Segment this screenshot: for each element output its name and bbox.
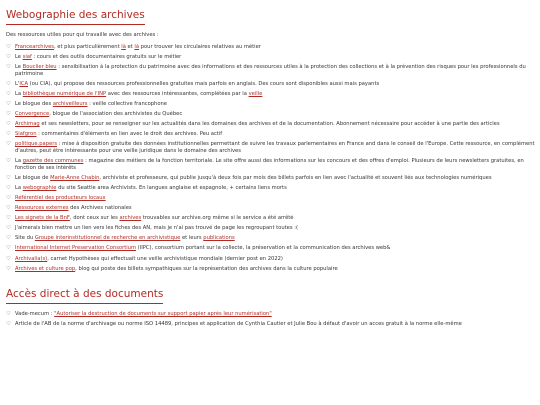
item-text: Le xyxy=(15,54,23,61)
resource-link[interactable]: Archivalia(s) xyxy=(15,255,48,262)
item-text: : mise à disposition gratuite des données institutionnelles permettant de suivre les travaux parlementaires en France and dans le conseil de l'Europe. Cette ressource, en complément d'autres, peut être intéressante pour une veille juridique dans le domaine des archives xyxy=(15,141,535,155)
heart-icon: ♡ xyxy=(6,80,11,87)
item-text: La xyxy=(15,184,23,191)
resource-link[interactable]: ICA xyxy=(19,80,29,87)
list-item xyxy=(6,111,538,118)
list-item xyxy=(6,235,538,242)
list-item xyxy=(6,256,538,263)
resource-link[interactable]: archives xyxy=(119,215,142,222)
item-text: : cours et des outils documentaires gratuits sur le métier xyxy=(31,54,182,61)
heart-icon: ♡ xyxy=(6,195,11,201)
resource-link[interactable]: Archives et culture pop xyxy=(15,265,76,272)
list-item xyxy=(6,158,538,171)
list-item xyxy=(6,91,538,98)
resource-link[interactable]: Bouclier bleu xyxy=(22,64,57,71)
resource-list xyxy=(6,44,538,272)
item-text: (ou CIA), qui propose des ressources professionnelles gratuites mais parfois en anglais. Des cours sont disponibles aussi mais payants xyxy=(28,80,380,87)
heart-icon: ♡ xyxy=(6,321,11,328)
resource-link[interactable]: là xyxy=(134,44,140,50)
item-text: , et plus particulièrement xyxy=(54,44,122,50)
list-item xyxy=(6,121,538,128)
section-intro: Des ressources utiles pour qui travaille avec des archives : xyxy=(6,32,159,38)
item-text: , carnet Hypothèses qui effectuait une veille archivistique mondiale (dernier post en 2022) xyxy=(47,255,283,262)
list-item xyxy=(6,311,538,318)
resource-link[interactable]: archiveilleurs xyxy=(52,101,88,108)
item-text: J'aimerais bien mettre un lien vers les fiches des AN, mais je n'ai pas trouvé de page les regroupant toutes :( xyxy=(15,225,298,232)
item-text: et xyxy=(125,44,135,50)
item-text: Article de l'AB de la norme d'archivage ou norme ISO 14489, principes et application de Cynthia Cautier et Julie Bou à défaut d'avoir un acces gratuit à la norme elle-même xyxy=(15,321,462,328)
item-text: Site du xyxy=(15,235,35,242)
item-text: des Archives nationales xyxy=(68,205,132,212)
item-text: Le xyxy=(15,64,23,71)
resource-link[interactable]: Siafgron xyxy=(15,131,37,138)
list-item xyxy=(6,245,538,252)
item-text: , archiviste et professeure, qui publie jusqu'à deux fois par mois des billets parfois en lien avec l'actualité et souvent liés aux technologies numériques xyxy=(99,174,492,181)
heart-icon: ♡ xyxy=(6,235,11,242)
document-list xyxy=(6,311,538,328)
list-item xyxy=(6,101,538,108)
heart-icon: ♡ xyxy=(6,174,11,181)
resource-link[interactable]: siaf xyxy=(22,54,32,61)
item-text: avec des ressources intéressantes, complétées par la xyxy=(106,90,249,97)
item-text: pour trouver les circulaires relatives au métier xyxy=(139,44,261,50)
resource-link[interactable]: veille xyxy=(248,90,263,97)
resource-link[interactable]: Ressources externes xyxy=(15,205,69,212)
heart-icon: ♡ xyxy=(6,141,11,148)
resource-link[interactable]: publications xyxy=(203,235,235,242)
heart-icon: ♡ xyxy=(6,255,11,262)
item-text: : veille collective francophone xyxy=(87,101,167,108)
resource-link[interactable]: Marie-Anne Chabin xyxy=(50,174,100,181)
section-title-webographie: Webographie des archives xyxy=(6,9,145,25)
heart-icon: ♡ xyxy=(6,131,11,138)
resource-link[interactable]: politique.papers xyxy=(15,141,58,148)
resource-link[interactable]: Convergence xyxy=(15,111,50,118)
heart-icon: ♡ xyxy=(6,64,11,71)
item-text: La xyxy=(15,90,23,97)
list-item xyxy=(6,195,538,202)
resource-link[interactable]: Groupe interinstitutionnel de recherche en archivistique xyxy=(34,235,181,242)
item-text: du site Seattle area Archivists. En langues anglaise et espagnole, + certains liens morts xyxy=(56,184,287,191)
item-text: L' xyxy=(15,80,20,87)
heart-icon: ♡ xyxy=(6,44,11,50)
list-item xyxy=(6,185,538,192)
list-item xyxy=(6,175,538,182)
heart-icon: ♡ xyxy=(6,265,11,272)
resource-link[interactable]: Archimag xyxy=(15,121,40,128)
resource-link[interactable]: Francearchives xyxy=(15,44,54,50)
item-text: : commentaires d'éléments en lien avec le droit des archives. Peu actif xyxy=(36,131,223,138)
heart-icon: ♡ xyxy=(6,215,11,222)
heart-icon: ♡ xyxy=(6,101,11,108)
list-item xyxy=(6,64,538,77)
list-item xyxy=(6,54,538,61)
resource-link[interactable]: Référentiel des producteurs locaux xyxy=(15,195,106,201)
list-item xyxy=(6,225,538,232)
resource-link[interactable]: Les signets de la BnF xyxy=(15,215,70,222)
item-text: (IIPC), consortium portant sur la collecte, la préservation et la communication des archives web& xyxy=(136,245,391,252)
item-text: trouvables sur archive.org même si le service a été arrêté xyxy=(141,215,294,222)
heart-icon: ♡ xyxy=(6,90,11,97)
item-text: , dont ceux sur les xyxy=(69,215,120,222)
resource-link[interactable]: International Internet Preservation Consortium xyxy=(15,245,137,252)
item-text: Le blogue des xyxy=(15,101,53,108)
resource-link[interactable]: "Autoriser la destruction de documents sur support papier après leur numérisation" xyxy=(54,311,272,318)
heart-icon: ♡ xyxy=(6,225,11,232)
item-text: , blog qui poste des billets sympathiques sur la représentation des archives dans la culture populaire xyxy=(75,265,338,272)
item-text: Le blogue de xyxy=(15,174,51,181)
item-text: La xyxy=(15,158,23,165)
list-item xyxy=(6,321,538,328)
list-item xyxy=(6,81,538,88)
list-item xyxy=(6,131,538,138)
section-title-acces-direct: Accès direct à des documents xyxy=(6,288,163,304)
resource-link[interactable]: là xyxy=(121,44,126,50)
heart-icon: ♡ xyxy=(6,205,11,212)
item-text: et ses newsletters, pour se renseigner sur les actualités dans les domaines des archives et de la documentation. Abonnement nécessaire pour accéder à une partie des articles xyxy=(39,121,500,128)
item-text: : sensibilisation à la protection du patrimoine avec des informations et des ressources utiles à la protection des collections et à la prévention des risques pour les professionnels du patrimoine xyxy=(15,64,526,77)
item-text: et leurs xyxy=(180,235,204,242)
heart-icon: ♡ xyxy=(6,311,11,318)
resource-link[interactable]: bibliothèque numérique de l'INP xyxy=(22,90,107,97)
list-item xyxy=(6,141,538,154)
item-text: Vade-mecum : xyxy=(15,311,55,318)
list-item xyxy=(6,266,538,273)
section-direct-access xyxy=(6,282,538,328)
heart-icon: ♡ xyxy=(6,121,11,128)
list-item xyxy=(6,205,538,212)
resource-link[interactable]: gazette des communes xyxy=(22,158,84,165)
heart-icon: ♡ xyxy=(6,111,11,118)
heart-icon: ♡ xyxy=(6,158,11,165)
list-item xyxy=(6,44,538,51)
item-text: , blogue de l'association des archivistes du Québec xyxy=(49,111,183,118)
list-item xyxy=(6,215,538,222)
resource-link[interactable]: webographie xyxy=(22,184,57,191)
heart-icon: ♡ xyxy=(6,184,11,191)
heart-icon: ♡ xyxy=(6,245,11,252)
item-text: : magazine des métiers de la fonction territoriale. Le site offre aussi des informations sur les concours et des offres d'emploi. Plusieurs de leurs newsletters gratuites, en fonction de ses intérêts xyxy=(15,158,524,171)
heart-icon: ♡ xyxy=(6,54,11,61)
